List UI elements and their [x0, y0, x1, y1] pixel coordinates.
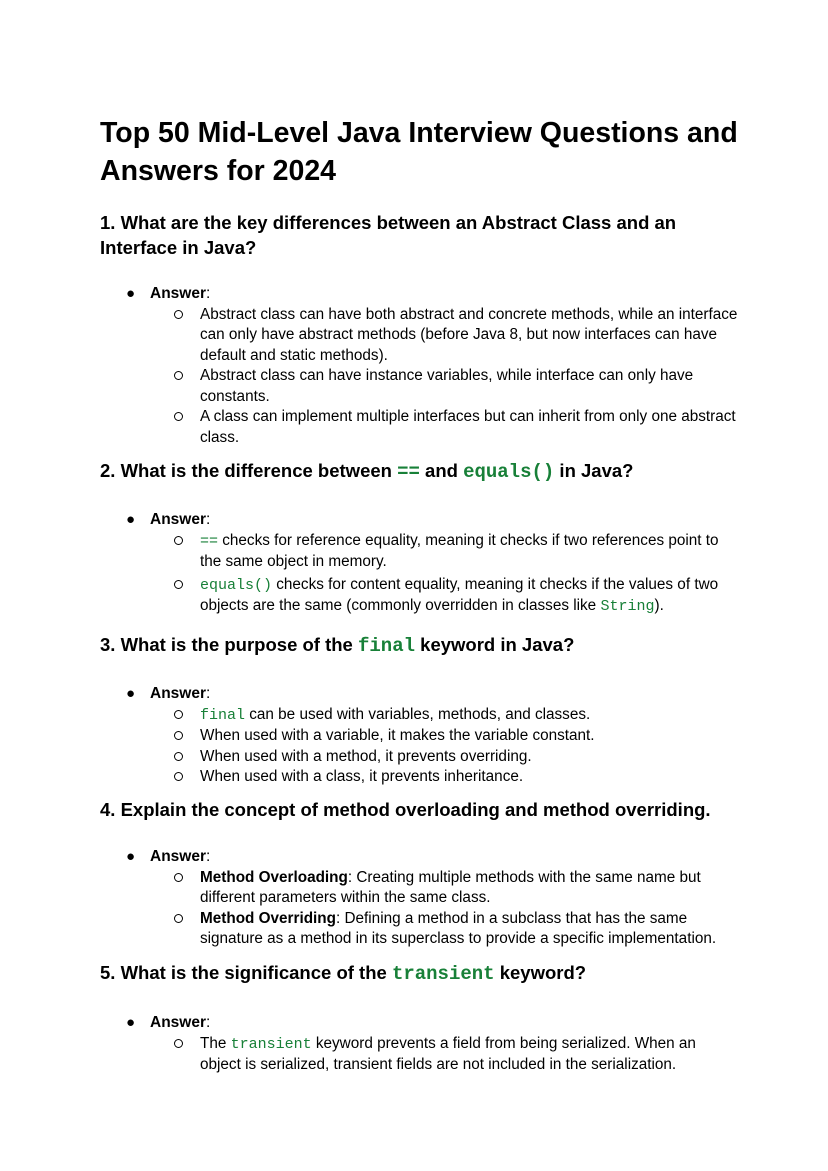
question-4: [100, 797, 740, 950]
circle-bullet-icon: [174, 1039, 183, 1048]
answer-list: [100, 705, 740, 788]
question-2: [100, 458, 740, 618]
circle-bullet-icon: [174, 873, 183, 882]
list-item: == checks for reference equality, meaning it checks if two references point to the same object in memory.: [200, 531, 740, 573]
list-item: Method Overriding: Defining a method in a subclass that has the same signature as a method in its superclass to provide a specific implementation.: [200, 909, 740, 950]
question-3: [100, 632, 740, 788]
question-4-heading: 4. Explain the concept of method overloading and method overriding.: [100, 799, 711, 820]
circle-bullet-icon: [174, 580, 183, 589]
question-1-heading: 1. What are the key differences between an Abstract Class and an Interface in Java?: [100, 212, 677, 258]
list-item: When used with a class, it prevents inheritance.: [200, 767, 740, 788]
circle-bullet-icon: [174, 752, 183, 761]
answer-list: [100, 531, 740, 618]
list-item: When used with a variable, it makes the variable constant.: [200, 726, 740, 747]
circle-bullet-icon: [174, 371, 183, 380]
list-item: equals() checks for content equality, meaning it checks if the values of two objects are the same (commonly overridden in classes like String).: [200, 575, 740, 618]
list-item: Abstract class can have both abstract and concrete methods, while an interface can only have abstract methods (before Java 8, but now interfaces can have default and static methods).: [200, 305, 740, 367]
bullet-icon: ●: [126, 1014, 136, 1031]
answer-label-row: ● Answer:: [100, 510, 740, 531]
circle-bullet-icon: [174, 310, 183, 319]
circle-bullet-icon: [174, 731, 183, 740]
answer-label-row: ● Answer:: [100, 1013, 740, 1034]
question-3-heading: 3. What is the purpose of the final keyword in Java?: [100, 634, 575, 657]
answer-label-row: ● Answer:: [100, 684, 740, 705]
question-5: [100, 960, 740, 1076]
list-item: When used with a method, it prevents overriding.: [200, 747, 740, 768]
answer-list: [100, 1034, 740, 1076]
question-5-heading: 5. What is the significance of the transient keyword?: [100, 962, 587, 985]
bullet-icon: ●: [126, 848, 136, 865]
document-page: [100, 114, 740, 212]
list-item: Method Overloading: Creating multiple methods with the same name but different parameters within the same class.: [200, 868, 740, 909]
question-2-heading: 2. What is the difference between == and equals() in Java?: [100, 460, 634, 483]
list-item: The transient keyword prevents a field from being serialized. When an object is serialized, transient fields are not included in the serialization.: [200, 1034, 740, 1076]
answer-label-row: ● Answer:: [100, 284, 740, 305]
bullet-icon: ●: [126, 285, 136, 302]
page-title: Top 50 Mid-Level Java Interview Questions and Answers for 2024: [100, 117, 738, 187]
list-item: A class can implement multiple interfaces but can inherit from only one abstract class.: [200, 407, 740, 448]
answer-list: [100, 868, 740, 950]
circle-bullet-icon: [174, 914, 183, 923]
question-1: [100, 210, 740, 448]
answer-label-row: ● Answer:: [100, 847, 740, 868]
answer-list: [100, 305, 740, 449]
bullet-icon: ●: [126, 685, 136, 702]
bullet-icon: ●: [126, 511, 136, 528]
circle-bullet-icon: [174, 772, 183, 781]
circle-bullet-icon: [174, 710, 183, 719]
circle-bullet-icon: [174, 536, 183, 545]
circle-bullet-icon: [174, 412, 183, 421]
list-item: Abstract class can have instance variables, while interface can only have constants.: [200, 366, 740, 407]
list-item: final can be used with variables, methods, and classes.: [200, 705, 740, 727]
